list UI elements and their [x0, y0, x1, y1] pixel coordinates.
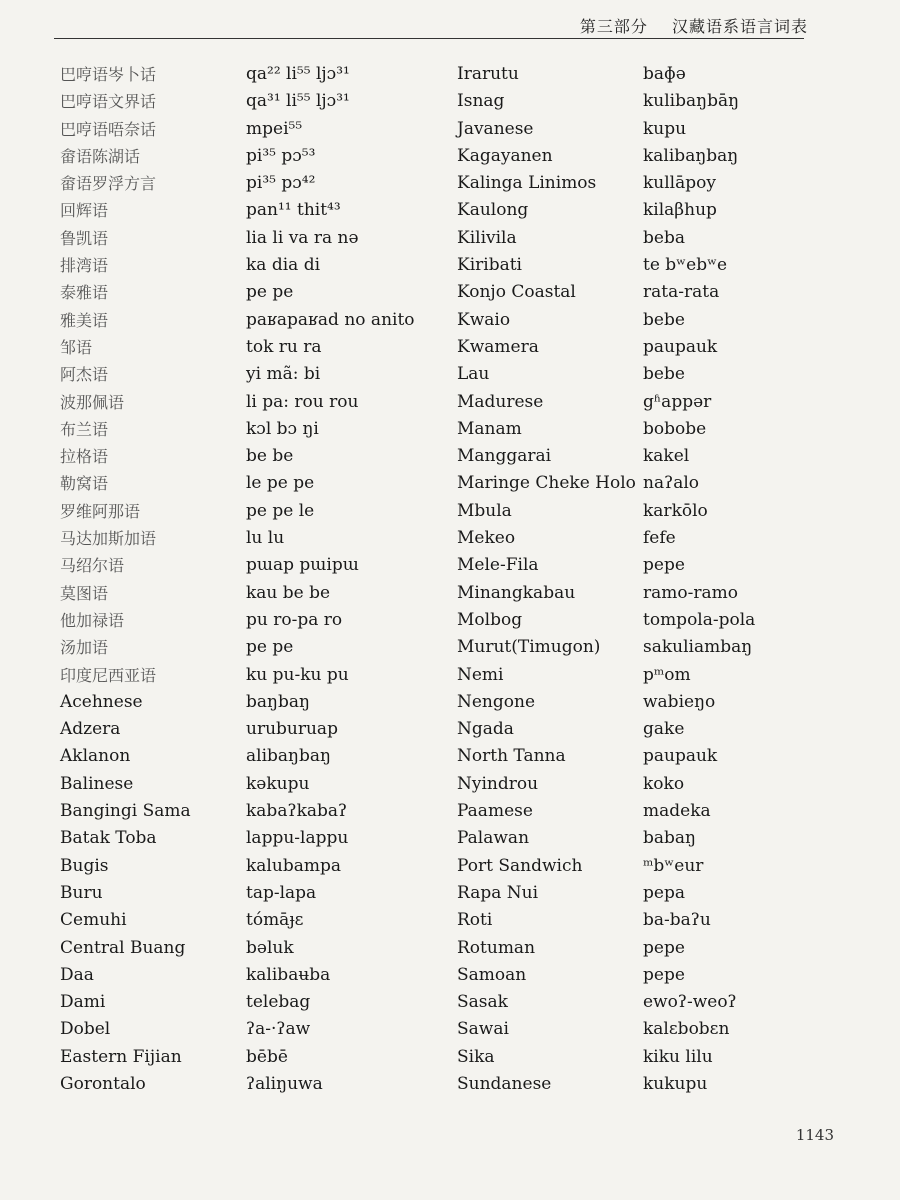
word-form: kalibaŋbaŋ: [643, 145, 739, 166]
language-name: Cemuhi: [60, 910, 127, 931]
word-form: pɯap pɯipɯ: [246, 555, 359, 576]
language-name: Nyindrou: [457, 773, 539, 794]
word-form: ewoʔ-weoʔ: [643, 992, 737, 1013]
word-form: wabieŋo: [643, 691, 716, 712]
language-name: Irarutu: [457, 64, 519, 84]
language-name: Daa: [60, 964, 94, 985]
word-form: lia li va ra nə: [246, 227, 359, 248]
header-part: 第三部分: [579, 17, 648, 36]
language-name: Isnag: [457, 91, 505, 112]
word-form: pe pe: [246, 282, 294, 303]
word-form: baŋbaŋ: [246, 691, 310, 712]
left-language-column: [60, 61, 191, 1098]
language-name: Kaulong: [457, 200, 529, 221]
word-form: kiku lilu: [643, 1046, 713, 1067]
word-form: pepe: [643, 937, 685, 958]
word-form: kilaβhup: [643, 200, 717, 221]
language-name: 鲁凯语: [60, 228, 109, 248]
word-form: ᵐbʷeur: [643, 855, 704, 876]
language-name: Bangingi Sama: [60, 801, 191, 822]
language-name: Mekeo: [457, 528, 516, 549]
language-name: Manggarai: [457, 446, 552, 467]
word-form: paupauk: [643, 336, 718, 357]
word-form: kalibaʉba: [246, 964, 331, 985]
language-name: Sika: [457, 1046, 495, 1067]
language-name: Murut(Timugon): [457, 637, 601, 658]
word-form: baɸə: [643, 64, 686, 84]
word-form: pᵐom: [643, 664, 691, 685]
language-name: Gorontalo: [60, 1073, 146, 1094]
word-form: ku pu-ku pu: [246, 664, 349, 685]
language-name: 他加禄语: [60, 610, 125, 630]
word-form: kukupu: [643, 1073, 708, 1094]
language-name: Madurese: [457, 391, 544, 412]
language-name: 汤加语: [60, 638, 109, 658]
word-form: kəkupu: [246, 773, 310, 794]
language-name: Batak Toba: [60, 828, 157, 849]
language-name: Lau: [457, 364, 490, 385]
language-name: 勒窝语: [60, 474, 109, 494]
language-name: Roti: [457, 910, 493, 931]
language-name: Samoan: [457, 964, 527, 985]
word-form: lu lu: [246, 528, 285, 549]
running-header: [562, 14, 808, 37]
word-form: kalubampa: [246, 855, 341, 876]
language-name: 莫图语: [60, 583, 109, 603]
word-form: kalɛbobɛn: [643, 1019, 730, 1040]
language-name: Maringe Cheke Holo: [457, 473, 636, 494]
language-name: Dobel: [60, 1019, 111, 1040]
word-form: kupu: [643, 118, 687, 139]
language-name: 回辉语: [60, 201, 109, 221]
language-name: Central Buang: [60, 937, 186, 958]
left-word-column: [246, 61, 415, 1098]
language-name: 马绍尔语: [60, 556, 125, 576]
language-name: Aklanon: [60, 746, 131, 767]
word-form: kabaʔkabaʔ: [246, 801, 348, 822]
word-form: kɔl bɔ ŋi: [246, 418, 319, 439]
language-name: Sundanese: [457, 1073, 552, 1094]
language-name: 马达加斯加语: [60, 529, 157, 549]
language-name: 波那佩语: [60, 392, 125, 412]
word-form: kulibaŋbāŋ: [643, 91, 740, 112]
word-form: bobobe: [643, 418, 707, 439]
language-name: Mbula: [457, 500, 512, 521]
header-title: 汉藏语系语言词表: [671, 17, 808, 36]
language-name: 印度尼西亚语: [60, 665, 157, 685]
word-form: pu ro-pa ro: [246, 609, 343, 630]
word-form: pi³⁵ pɔ⁴²: [246, 173, 316, 194]
language-name: 邹语: [60, 337, 93, 357]
language-name: Nemi: [457, 664, 504, 685]
language-name: Kiribati: [457, 255, 522, 276]
language-name: Kwamera: [457, 336, 539, 357]
word-form: le pe pe: [246, 473, 315, 494]
language-name: 畲语罗浮方言: [60, 174, 157, 194]
language-name: Sasak: [457, 992, 508, 1013]
word-form: pe pe: [246, 637, 294, 658]
word-form: ba-baʔu: [643, 910, 711, 931]
word-form: madeka: [643, 801, 711, 822]
word-form: ramo-ramo: [643, 582, 738, 603]
word-form: koko: [643, 773, 685, 794]
language-name: 畲语陈湖话: [60, 146, 141, 166]
language-name: Buru: [60, 882, 103, 903]
word-form: paupauk: [643, 746, 718, 767]
right-language-column: [457, 61, 636, 1098]
language-name: Bugis: [60, 855, 109, 876]
word-form: uruburuap: [246, 719, 338, 740]
language-name: Mele-Fila: [457, 555, 539, 576]
language-name: Sawai: [457, 1019, 509, 1040]
word-form: fefe: [643, 528, 676, 549]
language-name: Dami: [60, 992, 106, 1013]
language-name: Konjo Coastal: [457, 282, 576, 303]
word-form: pe pe le: [246, 500, 315, 521]
word-form: ʔaliŋuwa: [246, 1073, 323, 1094]
word-form: telebag: [246, 992, 311, 1013]
language-name: Acehnese: [60, 691, 143, 712]
word-form: lappu-lappu: [246, 828, 349, 849]
word-form: paʁapaʁad no anito: [246, 309, 415, 330]
language-name: Ngada: [457, 719, 514, 740]
word-form: pi³⁵ pɔ⁵³: [246, 145, 316, 166]
word-form: pepe: [643, 964, 685, 985]
language-name: Palawan: [457, 828, 530, 849]
language-name: Nengone: [457, 691, 536, 712]
language-name: 巴哼语岑卜话: [60, 65, 157, 84]
word-form: bebe: [643, 364, 685, 385]
language-name: Rotuman: [457, 937, 536, 958]
word-form: tok ru ra: [246, 336, 322, 357]
word-form: kau be be: [246, 582, 331, 603]
word-form: yi mã: bi: [246, 364, 321, 385]
language-name: Manam: [457, 418, 522, 439]
language-name: Kilivila: [457, 227, 517, 248]
word-form: alibaŋbaŋ: [246, 746, 331, 767]
word-form: ʔa-·ʔaw: [246, 1019, 311, 1040]
word-form: tap-lapa: [246, 882, 317, 903]
word-form: tómāɟɛ: [246, 910, 304, 931]
language-name: 雅美语: [60, 310, 109, 330]
word-form: beba: [643, 227, 685, 248]
language-name: Port Sandwich: [457, 855, 583, 876]
language-name: Eastern Fijian: [60, 1046, 182, 1067]
language-name: 拉格语: [60, 447, 109, 467]
word-form: bēbē: [246, 1046, 288, 1067]
word-form: pepa: [643, 882, 685, 903]
word-form: kakel: [643, 446, 690, 467]
word-form: babaŋ: [643, 828, 696, 849]
language-name: 泰雅语: [60, 283, 109, 303]
language-name: Kwaio: [457, 309, 511, 330]
language-name: Adzera: [60, 719, 121, 740]
language-name: 巴哼语文界话: [60, 92, 157, 112]
language-name: Paamese: [457, 801, 533, 822]
word-form: naʔalo: [643, 473, 700, 494]
word-form: bebe: [643, 309, 685, 330]
language-name: Molbog: [457, 609, 523, 630]
word-form: kullāpoy: [643, 173, 716, 194]
word-form: li pa: rou rou: [246, 391, 359, 412]
word-form: karkōlo: [643, 500, 708, 521]
language-name: 罗维阿那语: [60, 501, 141, 521]
language-name: North Tanna: [457, 746, 566, 767]
word-form: mpei⁵⁵: [246, 118, 303, 139]
word-form: rata-rata: [643, 282, 720, 303]
word-form: qa²² li⁵⁵ ljɔ³¹: [246, 64, 350, 84]
word-form: sakuliambaŋ: [643, 637, 753, 658]
language-name: Kalinga Linimos: [457, 173, 597, 194]
word-form: qa³¹ li⁵⁵ ljɔ³¹: [246, 91, 350, 112]
language-name: Kagayanen: [457, 145, 553, 166]
word-form: bəluk: [246, 937, 294, 958]
language-name: Rapa Nui: [457, 882, 539, 903]
word-form: gʱappər: [643, 391, 712, 412]
word-form: gake: [643, 719, 685, 740]
word-form: ka dia di: [246, 255, 321, 276]
language-name: 阿杰语: [60, 365, 109, 385]
word-form: pan¹¹ thit⁴³: [246, 200, 341, 221]
language-name: 巴哼语唔奈话: [60, 119, 157, 139]
page-number: 1143: [795, 1126, 834, 1144]
word-form: tompola-pola: [643, 609, 756, 630]
language-name: 排湾语: [60, 256, 109, 276]
language-name: 布兰语: [60, 419, 109, 439]
language-name: Minangkabau: [457, 582, 576, 603]
right-word-column: [643, 61, 755, 1098]
word-form: te bʷebʷe: [643, 255, 728, 276]
language-name: Balinese: [60, 773, 134, 794]
word-form: be be: [246, 446, 294, 467]
language-name: Javanese: [457, 118, 534, 139]
word-form: pepe: [643, 555, 685, 576]
header-rule: [54, 38, 804, 39]
